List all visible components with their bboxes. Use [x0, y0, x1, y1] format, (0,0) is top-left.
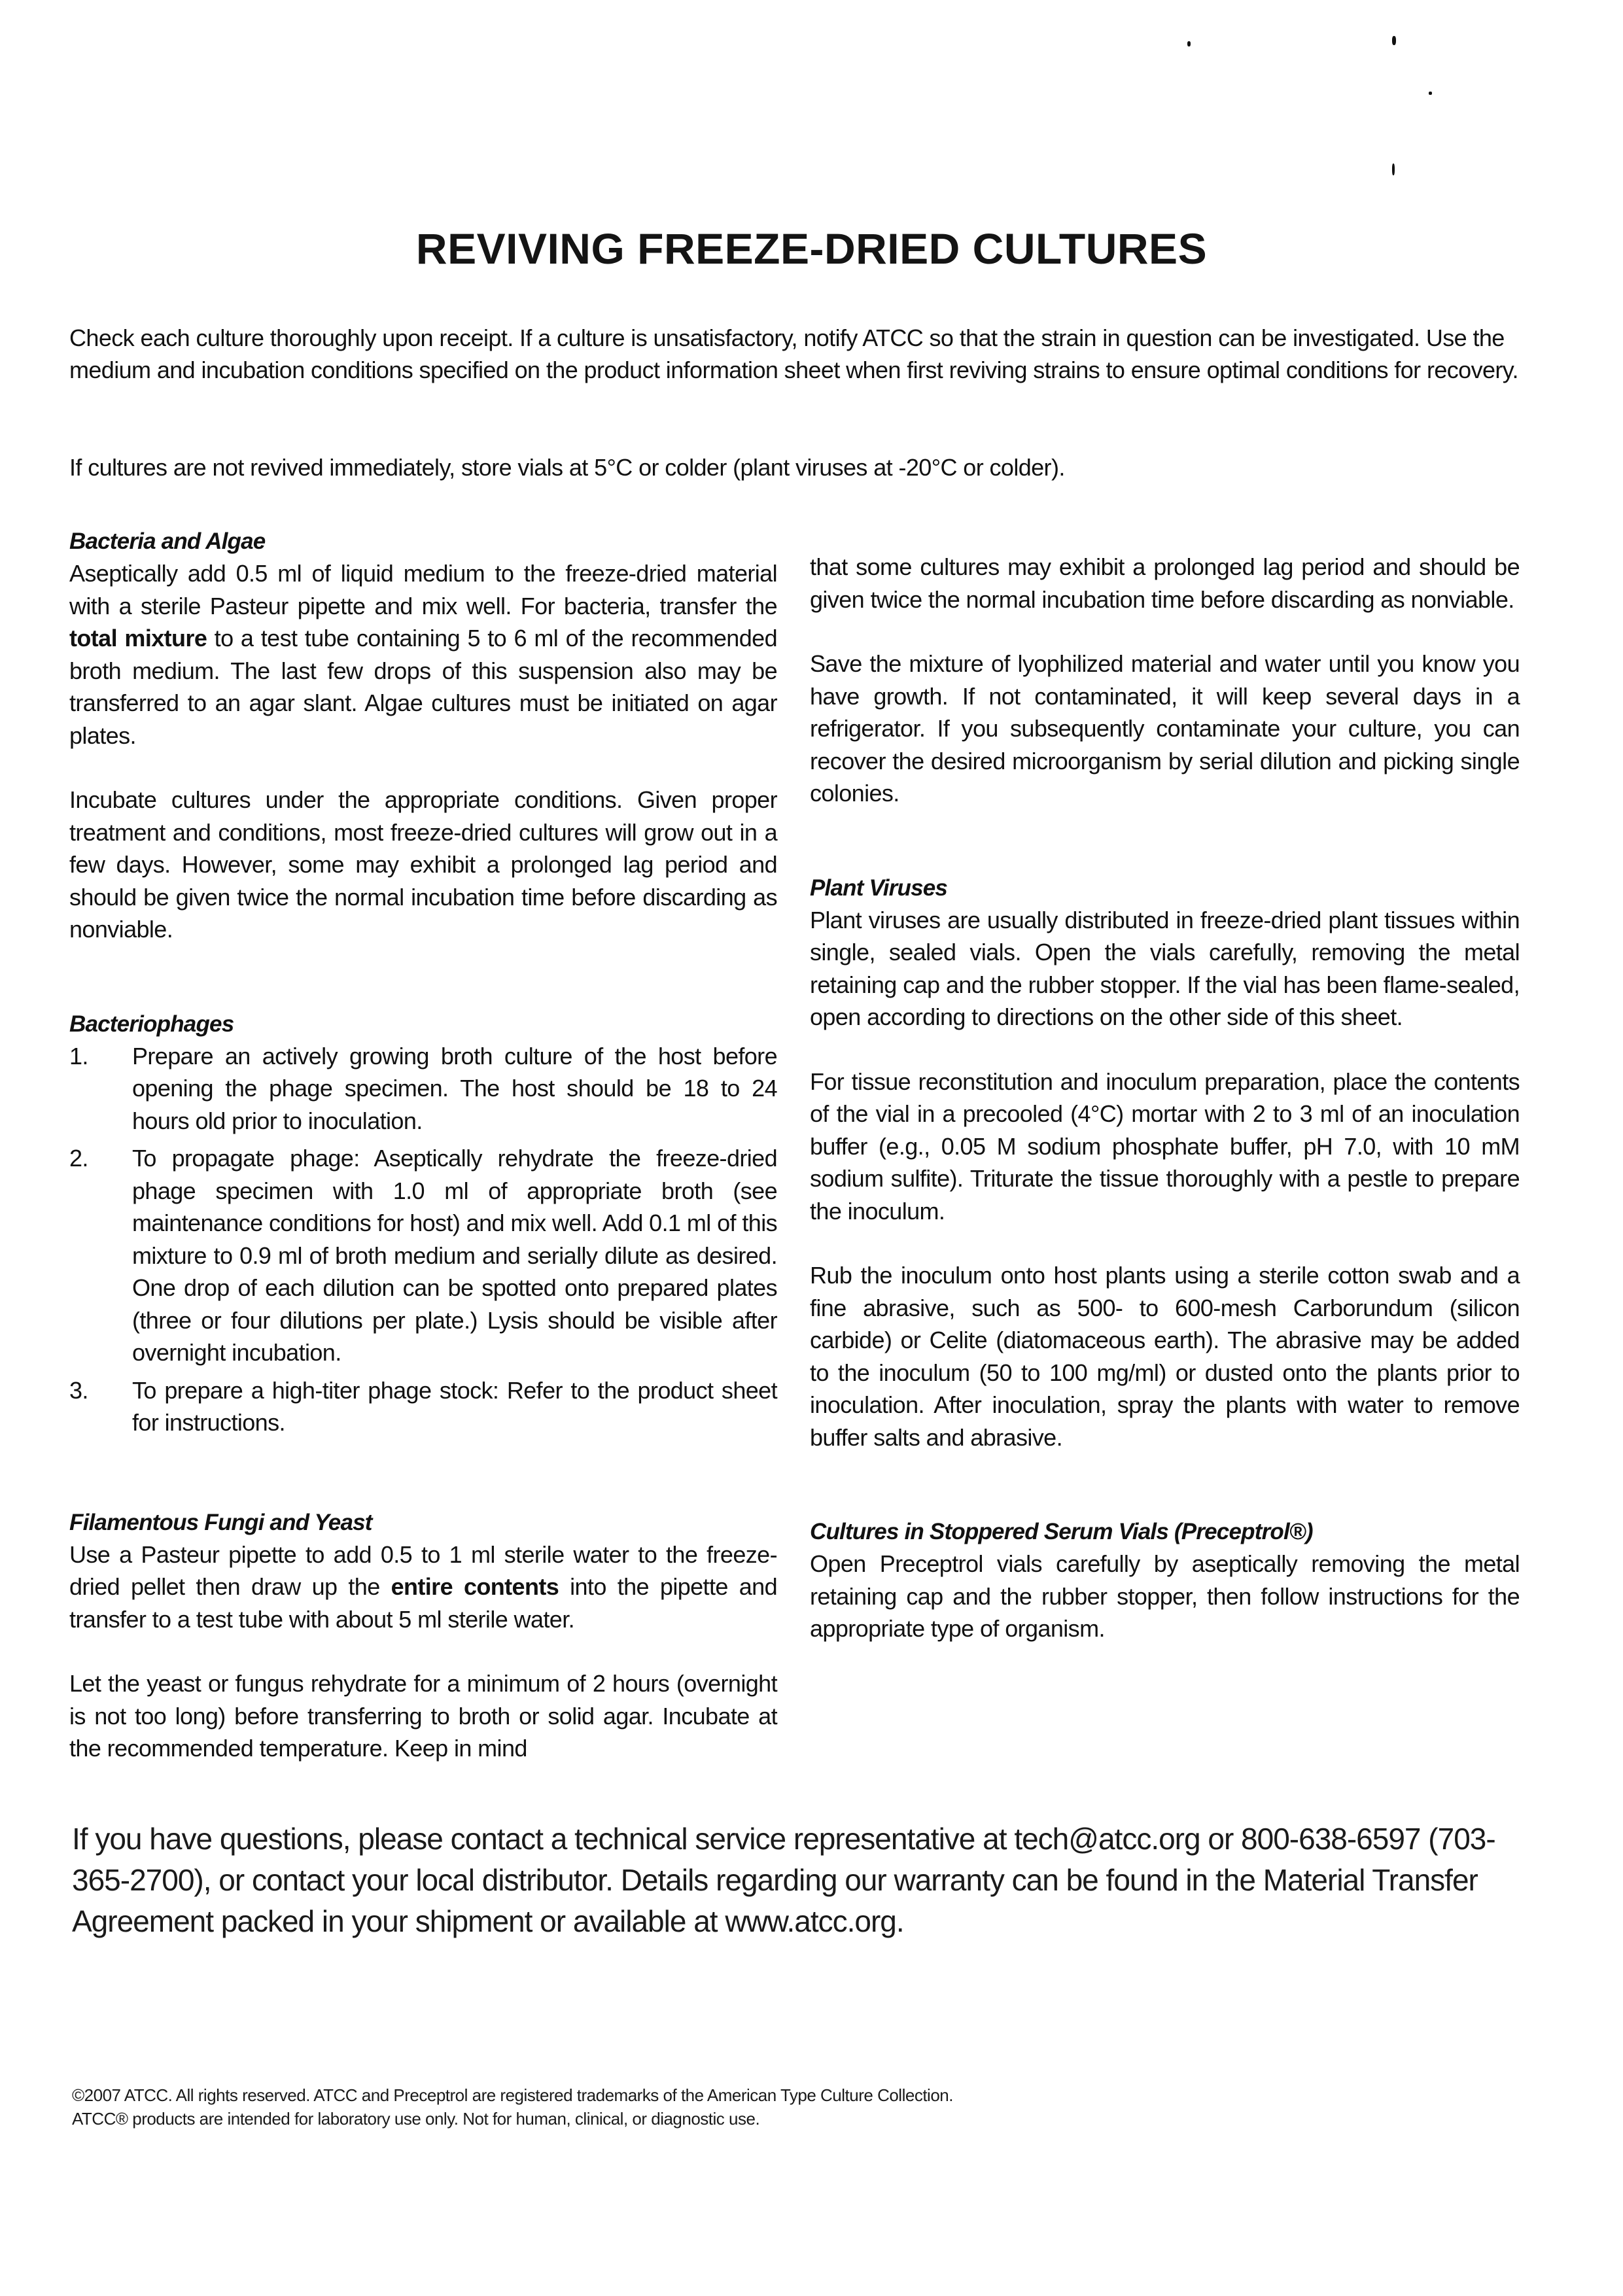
- scan-speck: [1392, 164, 1395, 175]
- section-heading: Plant Viruses: [810, 875, 948, 901]
- section-paragraph-continued: that some cultures may exhibit a prolonged lag period and should be given twice the normal incubation time before discarding as nonviable.: [810, 553, 1520, 613]
- text-run: into the pipette and transfer to a test tube with about 5 ml sterile water.: [69, 1573, 777, 1633]
- step-number: 2.: [69, 1145, 88, 1172]
- section-heading: Cultures in Stoppered Serum Vials (Preceptrol®): [810, 1519, 1313, 1544]
- right-column: [810, 551, 1520, 1645]
- section-paragraph: Plant viruses are usually distributed in freeze-dried plant tissues within single, sealed vials. Open the vials carefully, removing the metal retaining cap and the rubber stopper. If the vial has been flame-sealed, open according to directions on the other side of this sheet.: [810, 906, 1520, 1030]
- section-bacteria-algae: [69, 525, 777, 946]
- section-paragraph: [69, 557, 777, 752]
- step-text: To prepare a high-titer phage stock: Refer to the product sheet for instructions.: [132, 1376, 777, 1436]
- text-run: Use a Pasteur pipette to add 0.5 to 1 ml sterile water to the freeze-dried pellet then draw up the: [69, 1540, 777, 1600]
- emphasis-text: entire contents: [391, 1573, 559, 1600]
- section-plant-viruses: [810, 872, 1520, 1454]
- scan-speck: [1187, 41, 1191, 46]
- copyright-text: ©2007 ATCC. All rights reserved. ATCC and Preceptrol are registered trademarks of the American Type Culture Collection.: [72, 2085, 953, 2105]
- intro-paragraph: [69, 322, 1528, 386]
- step-text: Prepare an actively growing broth culture of the host before opening the phage specimen. The host should be 18 to 24 hours old prior to inoculation.: [132, 1042, 777, 1134]
- list-item: [69, 1040, 777, 1138]
- usage-disclaimer: ATCC® products are intended for laboratory use only. Not for human, clinical, or diagnostic use.: [72, 2109, 760, 2129]
- step-text: To propagate phage: Aseptically rehydrate the freeze-dried phage specimen with 1.0 ml of appropriate broth (see maintenance conditions for host) and mix well. Add 0.1 ml of this mixture to 0.9 ml of broth medium and serially dilute as desired. One drop of each dilution can be spotted onto prepared plates (three or four dilutions per plate.) Lysis should be visible after overnight incubation.: [132, 1145, 777, 1366]
- section-heading: Filamentous Fungi and Yeast: [69, 1509, 372, 1535]
- section-preceptrol: [810, 1516, 1520, 1645]
- footer: [72, 2083, 1249, 2131]
- contact-paragraph: If you have questions, please contact a technical service representative at tech@atcc.org or 800-638-6597 (703-365-2700), or contact your local distributor. Details regarding our warranty can be found in the Material Transfer Agreement packed in your shipment or available at www.atcc.org.: [72, 1822, 1495, 1938]
- storage-text: If cultures are not revived immediately, store vials at 5°C or colder (plant viruses at -20°C or colder).: [69, 454, 1065, 481]
- section-paragraph: Let the yeast or fungus rehydrate for a minimum of 2 hours (overnight is not too long) before transferring to broth or solid agar. Incubate at the recommended temperature. Keep in mind: [69, 1670, 777, 1762]
- emphasis-text: total mixture: [69, 625, 207, 652]
- section-heading: Bacteria and Algae: [69, 529, 266, 554]
- scan-speck: [1392, 36, 1396, 45]
- intro-text: Check each culture thoroughly upon receipt. If a culture is unsatisfactory, notify ATCC so that the strain in question can be investigated. Use the medium and incubation conditions specified on the product information sheet when first reviving strains to ensure optimal conditions for recovery.: [69, 324, 1518, 383]
- section-paragraph: Incubate cultures under the appropriate conditions. Given proper treatment and conditions, most freeze-dried cultures will grow out in a few days. However, some may exhibit a prolonged lag period and should be given twice the normal incubation time before discarding as nonviable.: [69, 786, 777, 943]
- list-item: [69, 1142, 777, 1369]
- list-item: [69, 1374, 777, 1439]
- section-fungi-yeast: [69, 1506, 777, 1765]
- text-run: Aseptically add 0.5 ml of liquid medium to the freeze-dried material with a sterile Pasteur pipette and mix well. For bacteria, transfer the: [69, 560, 777, 619]
- section-heading: Bacteriophages: [69, 1011, 234, 1037]
- section-bacteriophages: [69, 1008, 777, 1439]
- text-run: to a test tube containing 5 to 6 ml of the recommended broth medium. The last few drops of this suspension also may be transferred to an agar slant. Algae cultures must be initiated on agar plates.: [69, 625, 777, 749]
- section-paragraph: Save the mixture of lyophilized material and water until you know you have growth. If not contaminated, it will keep several days in a refrigerator. If you subsequently contaminate your culture, you can recover the desired microorganism by serial dilution and picking single colonies.: [810, 650, 1520, 807]
- step-number: 3.: [69, 1376, 88, 1404]
- section-paragraph: [69, 1539, 777, 1636]
- section-paragraph: Open Preceptrol vials carefully by aseptically removing the metal retaining cap and the rubber stopper, then follow instructions for the appropriate type of organism.: [810, 1550, 1520, 1642]
- section-paragraph: Rub the inoculum onto host plants using a sterile cotton swab and a fine abrasive, such as 500- to 600-mesh Carborundum (silicon carbide) or Celite (diatomaceous earth). The abrasive may be added to the inoculum (50 to 100 mg/ml) or dusted onto the plants prior to inoculation. After inoculation, spray the plants with water to remove buffer salts and abrasive.: [810, 1262, 1520, 1451]
- storage-note: [69, 451, 1528, 483]
- document-title: REVIVING FREEZE-DRIED CULTURES: [415, 224, 1208, 273]
- section-paragraph: For tissue reconstitution and inoculum preparation, place the contents of the vial in a precooled (4°C) mortar with 2 to 3 ml of an inoculation buffer (e.g., 0.05 M sodium phosphate buffer, pH 7.0, with 10 mM sodium sulfite). Triturate the tissue thoroughly with a pestle to prepare the inoculum.: [810, 1068, 1520, 1225]
- left-column: [69, 525, 777, 1765]
- scan-speck: [1429, 92, 1432, 95]
- steps-list: [69, 1040, 777, 1439]
- step-number: 1.: [69, 1042, 88, 1070]
